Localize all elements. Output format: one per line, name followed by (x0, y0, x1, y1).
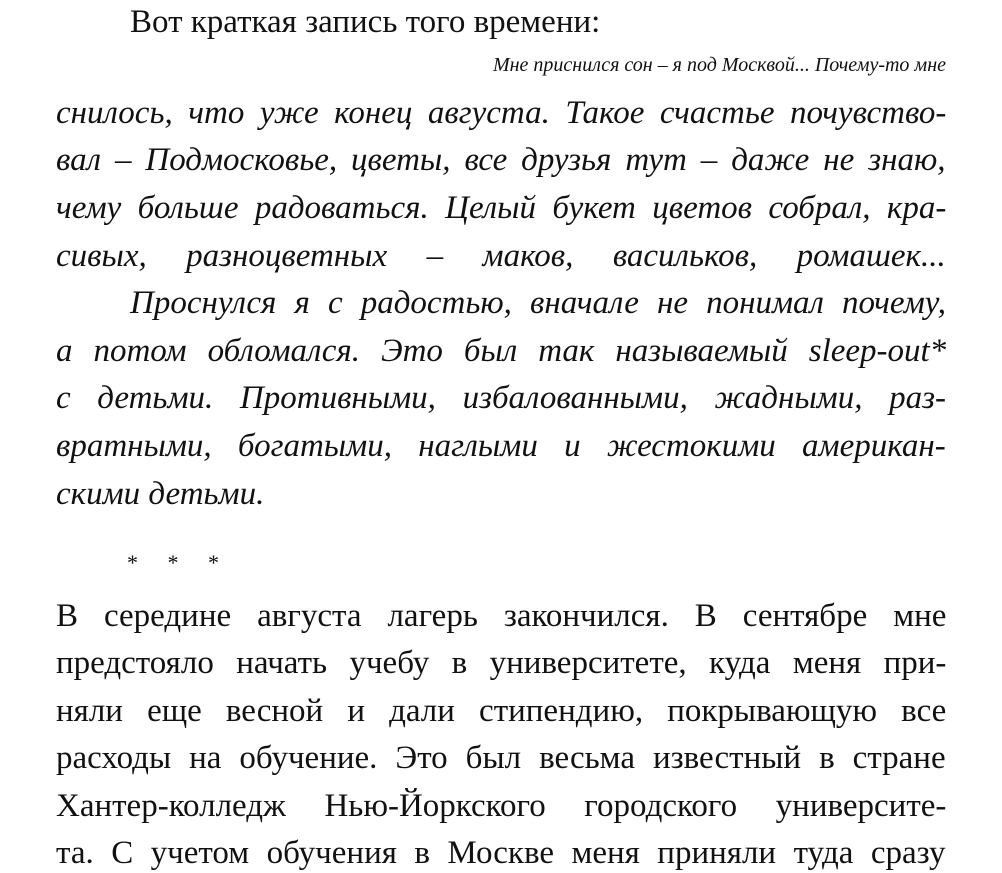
body-line: та. С учетом обучения в Москве меня приняли туда сразу (56, 835, 946, 871)
diary-line: с детьми. Противными, избалованными, жадными, раз- (56, 380, 946, 416)
body-line: Хантер-колледж Нью-Йоркского городского университе- (56, 788, 947, 824)
diary-line: скими детьми. (56, 476, 265, 512)
body-line: няли еще весной и дали стипендию, покрывающую все (56, 693, 947, 729)
section-separator: * * * (127, 550, 231, 575)
body-line: В середине августа лагерь закончился. В сентябре мне (56, 598, 947, 634)
diary-line: Мне приснился сон – я под Москвой... Почему-то мне (492, 54, 946, 76)
diary-line: вал – Подмосковье, цветы, все друзья тут – даже не знаю, (56, 142, 946, 178)
diary-line: сивых, разноцветных – маков, васильков, ромашек... (56, 238, 946, 274)
diary-line: вратными, богатыми, наглыми и жестокими американ- (56, 428, 946, 464)
intro-line: Вот краткая запись того времени: (130, 4, 601, 40)
diary-line: Проснулся я с радостью, вначале не понимал почему, (130, 285, 947, 321)
body-line: расходы на обучение. Это был весьма известный в стране (56, 740, 946, 776)
diary-line: снилось, что уже конец августа. Такое счастье почувство- (56, 95, 947, 131)
diary-line: чему больше радоваться. Целый букет цветов собрал, кра- (56, 190, 947, 226)
body-line: предстояло начать учебу в университете, куда меня при- (56, 645, 947, 681)
diary-line: а потом обломался. Это был так называемый sleep-out* (56, 333, 947, 369)
